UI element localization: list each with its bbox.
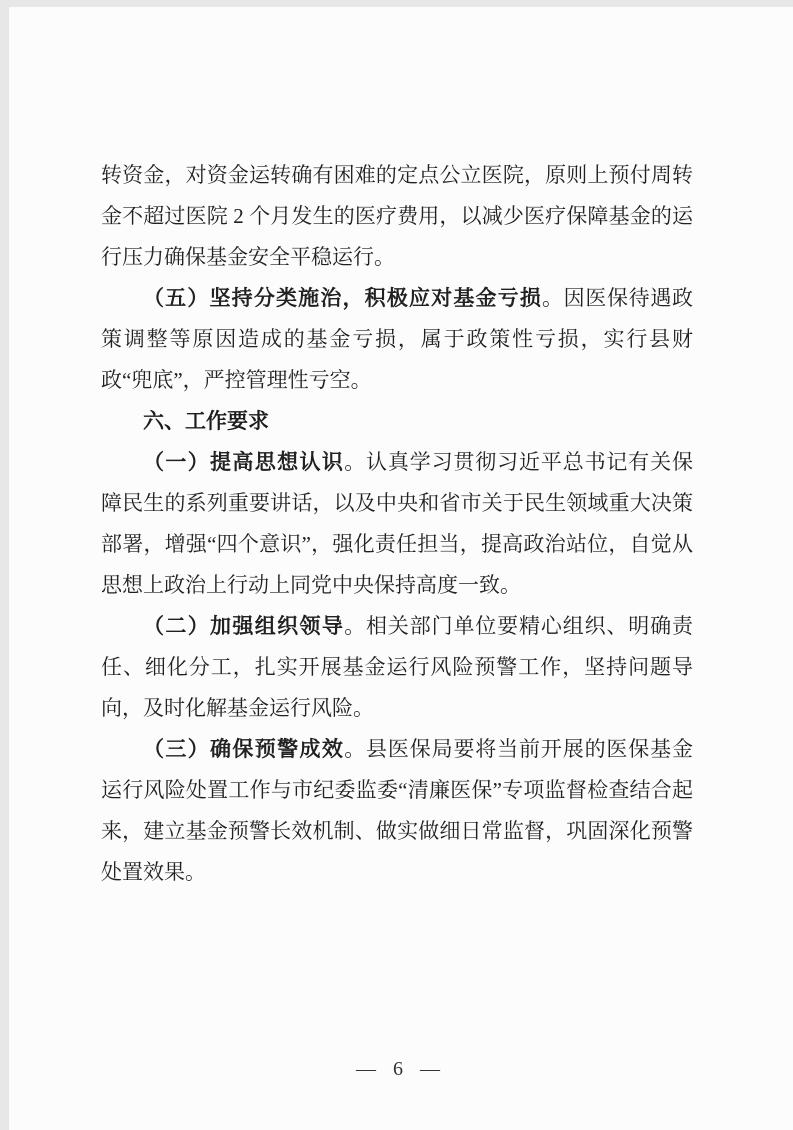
paragraph-item-3 [101, 729, 693, 893]
paragraph-text: 。认真学习贯彻习近平总书记有关保障民生的系列重要讲话，以及中央和省市关于民生领域重大决策部署，增强“四个意识”，强化责任担当，提高政治站位，自觉从思想上政治上行动上同党中央保持高度一致。 [101, 450, 693, 597]
paragraph-lead: （五）坚持分类施治，积极应对基金亏损 [143, 286, 542, 310]
section-heading-work-requirements: 六、工作要求 [143, 410, 269, 433]
paragraph-lead: （一）提高思想认识 [143, 450, 345, 474]
paragraph-continuation [101, 155, 693, 278]
paragraph-text: 。因医保待遇政策调整等原因造成的基金亏损，属于政策性亏损，实行县财政“兜底”，严控管理性亏空。 [101, 286, 693, 392]
paragraph-text: 转资金，对资金运转确有困难的定点公立医院，原则上预付周转金不超过医院 2 个月发生的医疗费用，以减少医疗保障基金的运行压力确保基金安全平稳运行。 [101, 163, 693, 269]
page-number: — 6 — [356, 1058, 446, 1080]
paragraph-item-2 [101, 606, 693, 729]
paragraph-lead: （二）加强组织领导 [143, 614, 345, 638]
paragraph-item-1 [101, 442, 693, 606]
paragraph-text: 。相关部门单位要精心组织、明确责任、细化分工，扎实开展基金运行风险预警工作，坚持问题导向，及时化解基金运行风险。 [101, 614, 693, 720]
paragraph-lead: （三）确保预警成效 [143, 737, 345, 761]
paragraph-text: 。县医保局要将当前开展的医保基金运行风险处置工作与市纪委监委“清廉医保”专项监督检查结合起来，建立基金预警长效机制、做实做细日常监督，巩固深化预警处置效果。 [101, 737, 693, 884]
document-content [101, 155, 693, 893]
paragraph-section-5 [101, 278, 693, 401]
document-page [9, 7, 793, 1130]
